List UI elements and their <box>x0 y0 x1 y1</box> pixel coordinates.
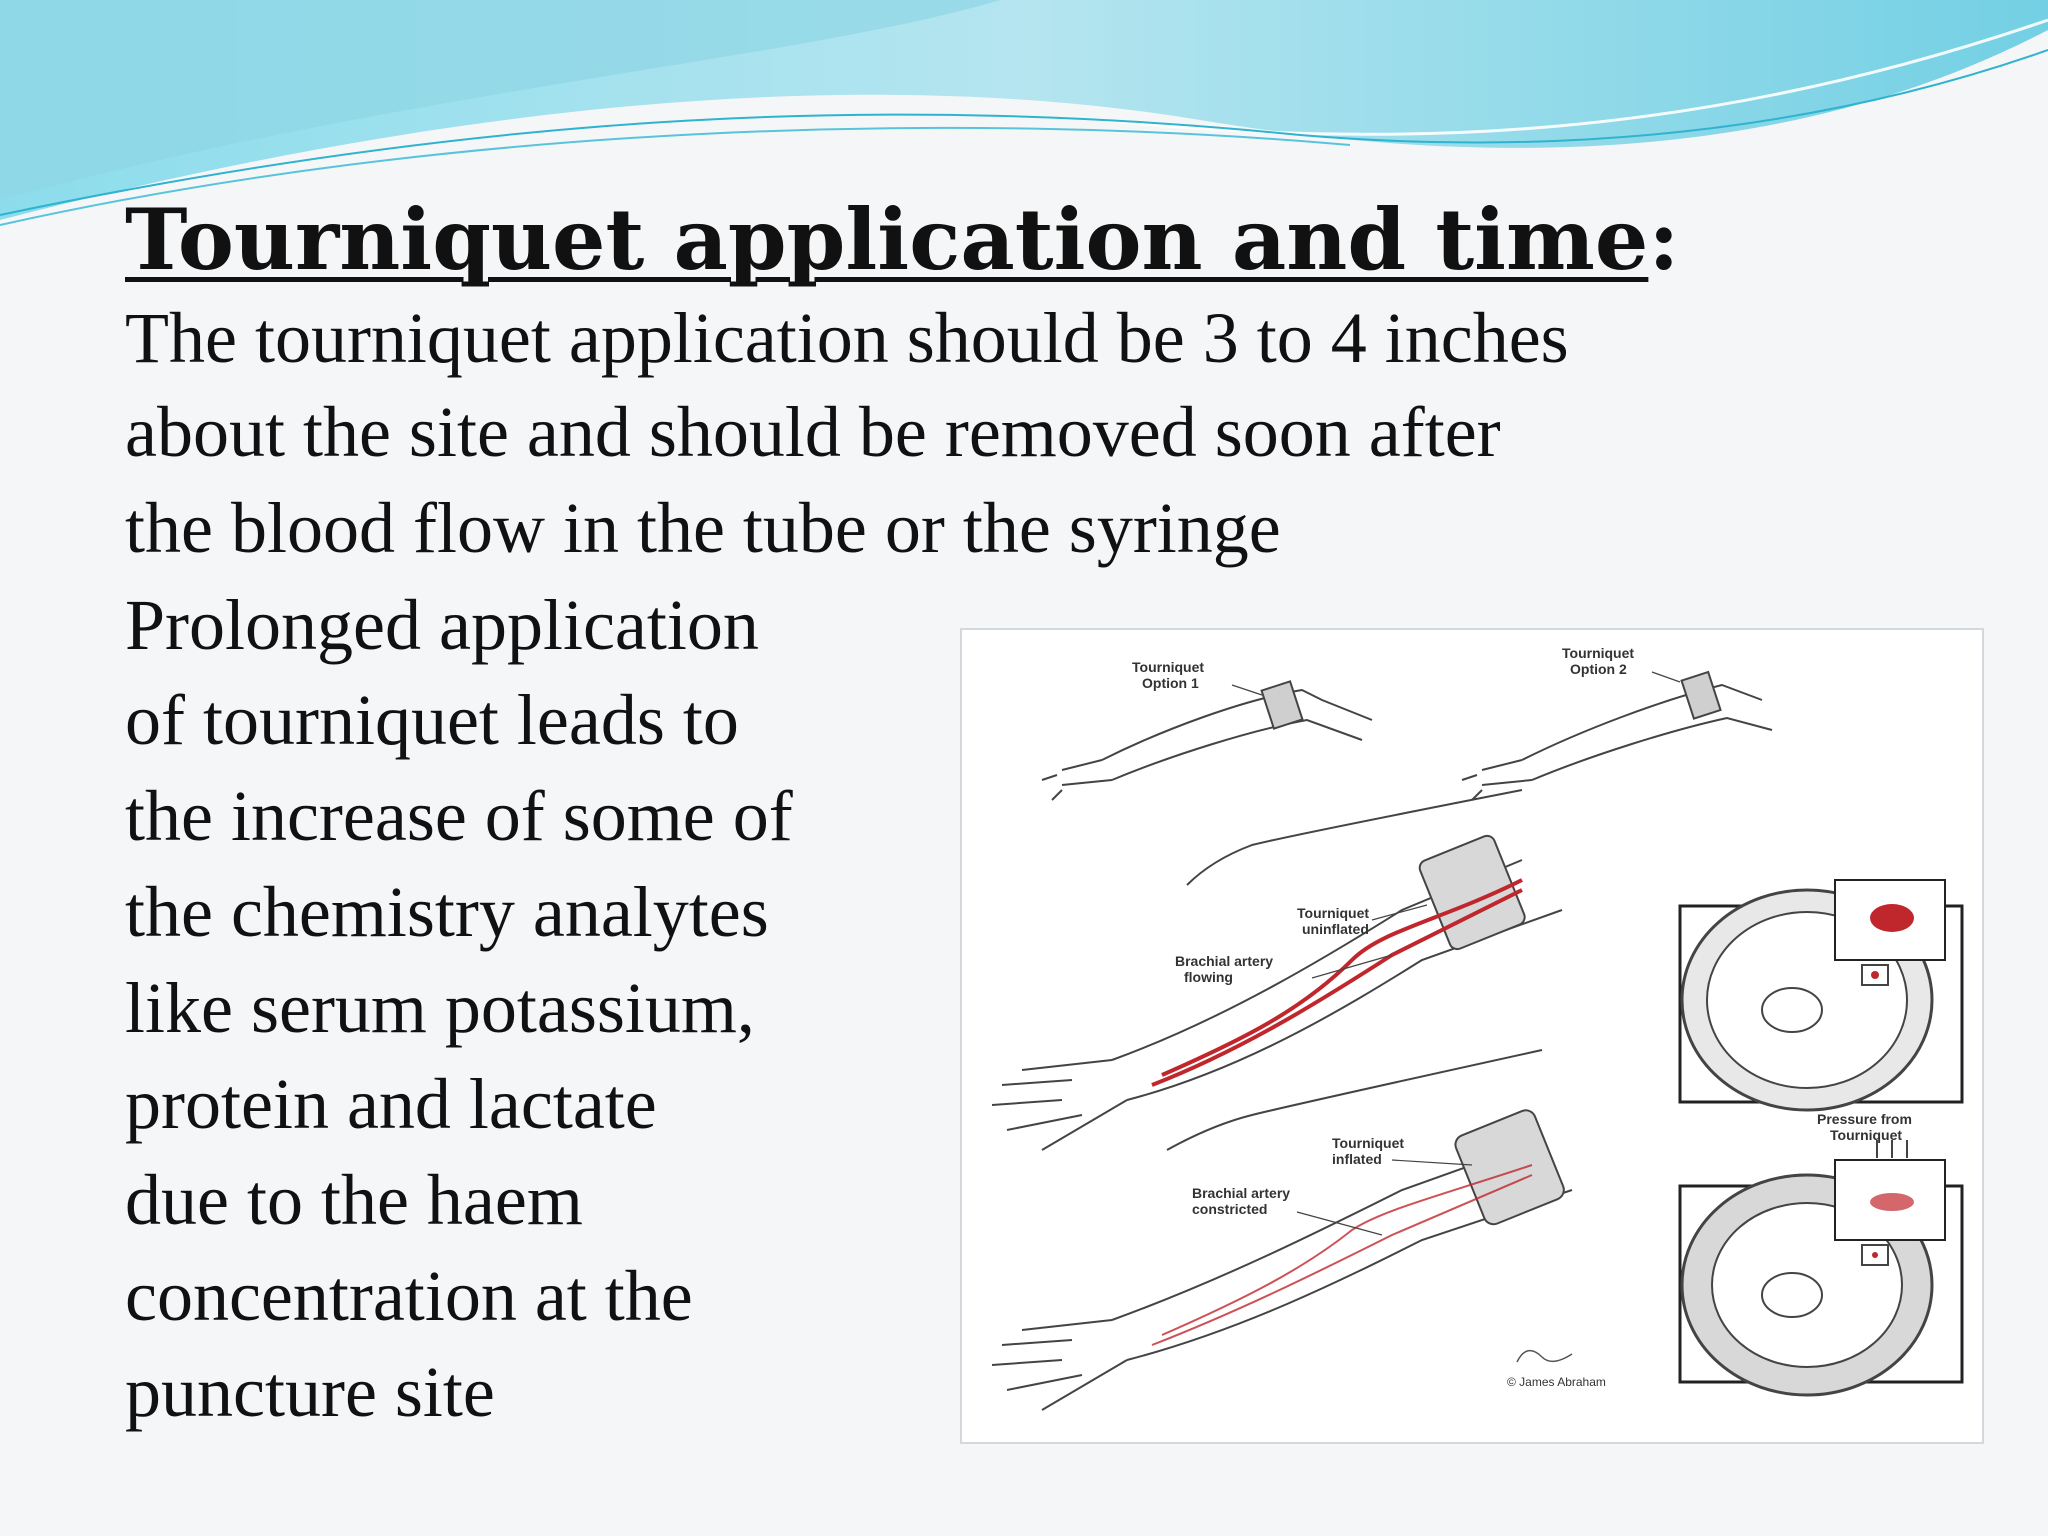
label-pressure-line2: Tourniquet <box>1830 1127 1903 1143</box>
arm-option-2 <box>1462 672 1772 800</box>
label-inflated-line2: inflated <box>1332 1151 1382 1167</box>
tourniquet-illustration <box>960 628 1984 1444</box>
body-line-7: the chemistry analytes <box>125 872 769 952</box>
arm-uninflated <box>992 790 1562 1150</box>
body-line-3: the blood flow in the tube or the syringe <box>125 488 1281 568</box>
label-uninflated-line2: uninflated <box>1302 921 1369 937</box>
body-line-8: like serum potassium, <box>125 968 755 1048</box>
label-inflated-line1: Tourniquet <box>1332 1135 1405 1151</box>
label-constricted-line2: constricted <box>1192 1201 1268 1217</box>
slide-title-text: Tourniquet application and time <box>125 190 1649 289</box>
body-line-12: puncture site <box>125 1352 495 1432</box>
label-option1-line2: Option 1 <box>1142 675 1199 691</box>
label-option2-line2: Option 2 <box>1570 661 1627 677</box>
label-flowing-line1: Brachial artery <box>1175 953 1274 969</box>
tourniquet-illustration-drawing <box>962 630 1982 1442</box>
body-line-1: The tourniquet application should be 3 to 4 inches <box>125 298 1569 378</box>
body-line-10: due to the haem <box>125 1160 583 1240</box>
arm-inflated <box>992 1050 1572 1410</box>
body-line-6: the increase of some of <box>125 776 793 856</box>
cross-section-uninflated <box>1680 880 1962 1110</box>
body-line-11: concentration at the <box>125 1256 693 1336</box>
slide-title <box>125 192 1679 288</box>
label-pressure-line1: Pressure from <box>1817 1111 1912 1127</box>
slide-title-colon: : <box>1648 190 1680 289</box>
label-option1-line1: Tourniquet <box>1132 659 1205 675</box>
label-option2-line1: Tourniquet <box>1562 645 1635 661</box>
body-line-9: protein and lactate <box>125 1064 657 1144</box>
label-credit: © James Abraham <box>1507 1375 1606 1389</box>
label-flowing-line2: flowing <box>1184 969 1233 985</box>
label-constricted-line1: Brachial artery <box>1192 1185 1291 1201</box>
arm-option-1 <box>1042 681 1372 800</box>
body-line-4: Prolonged application <box>125 585 759 665</box>
body-line-5: of tourniquet leads to <box>125 680 739 760</box>
body-line-2: about the site and should be removed soon after <box>125 392 1501 472</box>
label-uninflated-line1: Tourniquet <box>1297 905 1370 921</box>
artist-signature <box>1517 1351 1572 1362</box>
cross-section-inflated <box>1680 1140 1962 1395</box>
